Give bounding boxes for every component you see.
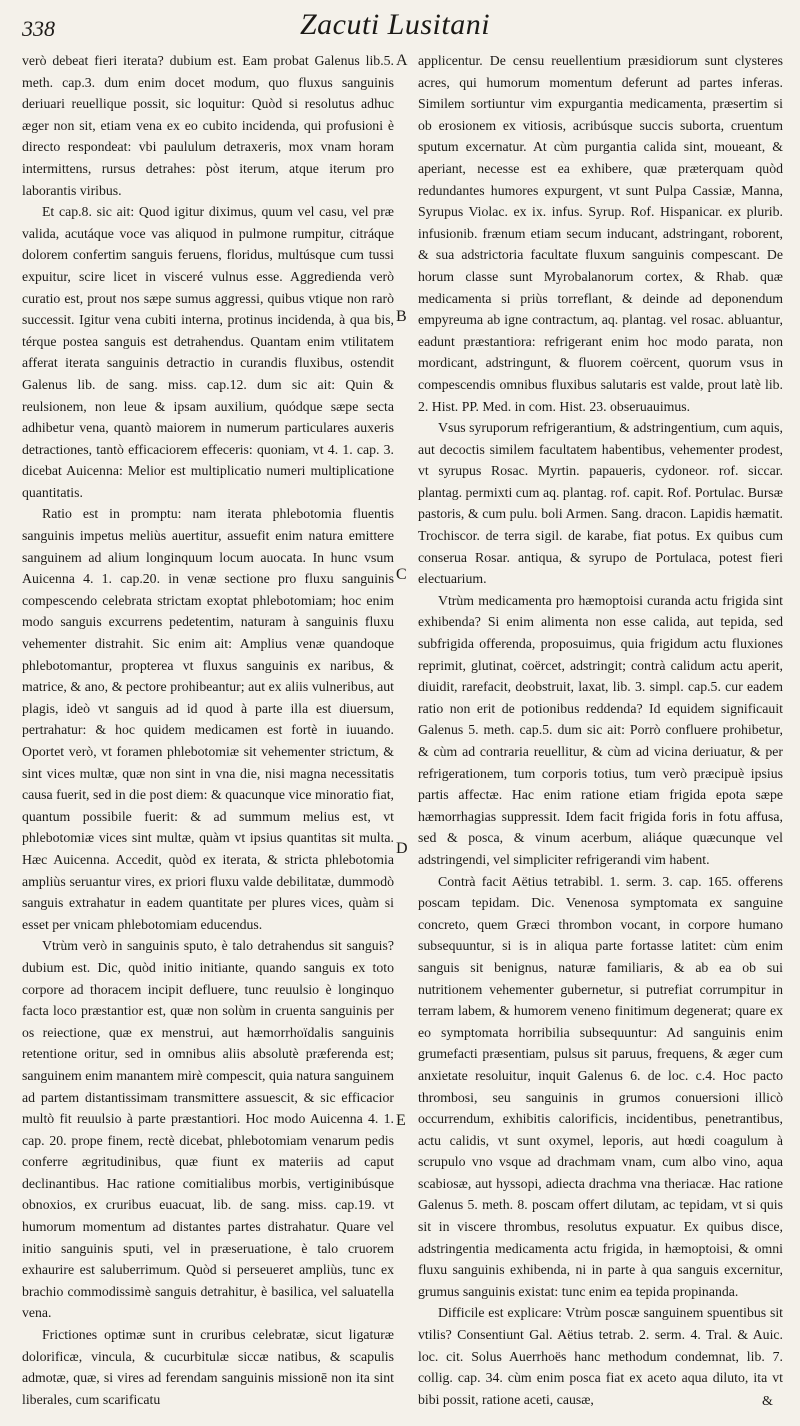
right-column <box>418 50 783 1410</box>
page-header <box>0 0 800 52</box>
paragraph: verò debeat fieri iterata? dubium est. Eam probat Galenus lib.5. meth. cap.3. dum enim docet modum, quo fluxus sanguinis deriuari reuellique possit, sic loquitur: Quòd si resolutus adhuc æger non sit, etiam vena ex eo cubito incidenda, qui profusioni è directo respondeat: vbi paululum detraxeris, mox vnam horam intermittens, rursus detrahes: pòst iterum, atque iterum pro laborantis viribus. <box>22 53 394 198</box>
running-title: Zacuti Lusitani <box>300 8 491 41</box>
page-number: 338 <box>22 16 55 41</box>
paragraph: Vsus syruporum refrigerantium, & adstringentium, cum aquis, aut decoctis similem facultatem habentibus, vehementer prodest, vt syrupus Rosac. Myrtin. papaueris, cydoneor. rof. siccar. plantag. permixti cum aq. plantag. rof. capit. Rof. Portulac. Bursæ pastoris, & cum pulu. boli Armen. Sang. dracon. Lapidis hæmatit. Trochiscor. de terra sigil. de karabe, fiat potus. Ex quibus cum conserua Rosar. antiqua, & syrupo de Portulaca, potest fieri electuarium. <box>418 420 783 587</box>
margin-letter-b: B <box>396 308 407 325</box>
paragraph: Vtrùm verò in sanguinis sputo, è talo detrahendus sit sanguis? dubium est. Dic, quòd initio initiante, quando sanguis ex toto corpore ad thoracem incipit defluere, tunc reuulsio è longinquo facta loco præstantior est, quæ non solùm in cruenta sanguinis per os reiectione, quæ ex menstrui, aut hæmorrhoïdalis sanguinis retentione oritur, sed in omnibus aliis absolutè præferenda est; sanguinem enim manantem mirè compescit, quia natura sanguinem ad partem distantissimam transmittere assuescit, & sic efficacior multò fit reuulsio à parte præstantiori. Hoc modo Auicenna 4. 1. cap. 20. prope finem, rectè dicebat, phlebotomiam venarum pedis conferre ægritudinibus, quæ fiunt ex materiis ad caput declinantibus. Hac ratione comitialibus morbis, vertiginibúsque obnoxios, ex cruribus euacuat, lib. de sang. miss. cap.19. vt humorum momentum ad distantes partes distrahatur. Quare vel initio sanguinis sputi, vel in præseruatione, è talo cruorem exhaurire est saluberrimum. Quòd si perseueret ampliùs, tunc ex brachio commodissimè sanguis detrahitur, è basilica, vel saluatella vena. <box>22 938 394 1321</box>
paragraph: Et cap.8. sic ait: Quod igitur diximus, quum vel casu, vel præ valida, acutáque voce vas aliquod in pulmone rumpitur, citráque dolorem confertim sanguis feruens, floridus, multúsque cum tussi expuitur, scire licet in visceré vulnus esse. Aggredienda verò curatio est, prout nos sæpe sumus aggressi, quibus vtique non rarò successit. Igitur vena cubiti interna, protinus incidenda, à qua bis, térque postea sanguis est detrahendus. Quantam enim vtilitatem afferat iterata sanguinis detractio in curandis fluxibus, ostendit Galenus lib. de sang. miss. cap.12. dum sic ait: Quin & reulsionem, non leue & ipsam auxilium, quódque sæpe secta adhibetur vena, quantò maiorem in numerum particulares auxeris detractiones, tantò efficaciorem effeceris: quoniam, vt 4. 1. cap. 3. dicebat Auicenna: Melior est multiplicatio numeri multiplicatione quantitatis. <box>22 204 394 500</box>
catchword: & <box>762 1394 773 1409</box>
paragraph: Difficile est explicare: Vtrùm poscæ sanguinem spuentibus sit vtilis? Consentiunt Gal. Aëtius tetrab. 2. serm. 4. Tral. & Auic. loc. cit. Solus Auerrhoës hanc methodum condemnat, lib. 7. collig. cap. 34. cùm enim posca fiat ex aceto aqua diluto, ita vt bibi possit, ratione aceti, causæ, <box>418 1305 783 1407</box>
paragraph: Contrà facit Aëtius tetrabibl. 1. serm. 3. cap. 165. offerens poscam tepidam. Dic. Venenosa symptomata ex sanguine concreto, quem Græci thrombon vocant, in corpore humano subsequuntur, si is in aliqua parte fortasse latitet: cùm enim sanguis sit benignus, naturæ familiaris, & ab ea ob sui nutritionem vehementer gubernetur, si putrefiat corrumpitur in terram labem, & humorem veneno finitimum degenerat; quare ex eo symptomata horribilia subsequuntur: Ad sanguinis enim grumefacti præsentiam, pulsus sit paruus, frequens, & æger cum anxietate resoluitur, inquit Galenus 6. de loc. c.4. Hoc pacto thrombosi, seu sanguinis in grumos conuersioni illicò occurrendum, exhibitis calorificis, incidentibus, penetrantibus, actu calidis, vt sunt oxymel, leporis, aut hœdi coagulum à scrupulo vno vsque ad drachmam vnam, cum albo vino, aqua scabiosæ, aut hyssopi, adiecta drachma vna theriacæ. Hac ratione Galenus 5. meth. 8. poscam offert dilutam, ac tepidam, vt si quis sit in viscere thrombus, resolutus expuatur. Ex quibus disce, adstringentia medicamenta actu frigida, in hæmoptoisi, & omni fluxu sanguinis exhibenda, ni in parte à qua sanguis excernitur, grumus sanguinis existat: tunc enim ea tepida propinanda. <box>418 873 783 1299</box>
paragraph: applicentur. De censu reuellentium præsidiorum sunt clysteres acres, qui humorum momentum deferunt ad partes inferas. Similem sortiuntur vim expurgantia medicamenta, præsertim si ob erosionem ex vitiosis, acribúsque succis suborta, cruentum sputum excernatur. At cùm purgantia calida sint, moueant, & aperiant, necesse est ea exhibere, quæ præterquam quòd redundantes humores expurgent, vt sunt Pulpa Cassiæ, Manna, Syrupus Violac. ex ix. infus. Syrup. Rof. Hispanicar. ex plurib. infusionib. frænum etiam secum inducant, adstringant, roborent, & sua adstrictoria facultate fluxum sanguinis compescant. De horum classe sunt Myrobalanorum cortex, & Rhab. quæ medicamenta si priùs torreflant, & deinde ad deponendum empyreuma ab igne contractum, aq. plantag. vel rosac. abluantur, eadunt præstantiora: refrigerant enim hoc modo parata, non mordicant, adstringunt, & fluorem coërcent, quorum vsus in compescendis omnibus fluxibus salutaris est valde, prout latè lib. 2. Hist. PP. Med. in com. Hist. 23. obseruauimus. <box>418 53 783 414</box>
paragraph: Frictiones optimæ sunt in cruribus celebratæ, sicut ligaturæ dolorificæ, vincula, & cucurbitulæ siccæ natibus, & scapulis admotæ, quæ, si vires ad ferendam sanguinis missionē non ita sint liberales, cum scarificatu <box>22 1327 394 1407</box>
margin-letter-d: D <box>396 840 408 857</box>
margin-letter-e: E <box>396 1112 406 1129</box>
margin-letter-a: A <box>396 52 408 69</box>
paragraph: Ratio est in promptu: nam iterata phlebotomia fluentis sanguinis impetus meliùs auertitur, assuefit enim natura emittere sanguinem ad alium longinquum locum auocata. In hunc vsum Auicenna 4. 1. cap.20. in venæ sectione pro fluxu sanguinis compescendo celebrata strictam exoptat phlebotomiam; hoc enim modo sanguis excurrens pedetentim, naturam à sanguinis fluxu vehementer distrahit. Sic enim ait: Amplius venæ quandoque phlebotomantur, propterea vt fluxus sanguinis ex naribus, & matrice, & ano, & pectore prohibeantur; aut ex aliis vulneribus, aut plagis, ideò vt sanguis ad id quod à parte illa est diuersum, pertrahatur: & hoc quidem medicamen est fortè in iuuando. Oportet verò, vt foramen phlebotomiæ sit vehementer strictum, & sint vices multæ, quæ non sint in vna die, nisi magna necessitatis causa fuerit, sed in die post diem: & quacunque vice minoratio fiat, quantum possibile fuerit: & ad summum melius est, vt phlebotomiæ vices sint multæ, quàm vt ipsius quantitas sit multa. Hæc Auicenna. Accedit, quòd ex iterata, & stricta phlebotomia ampliùs seruantur vires, ex priori fluxu valde debilitatæ, dummodò sanguis extrahatur in eadem quantitate per plures vices, quàm si esset per vnicam phlebotomiam educendus. <box>22 506 394 932</box>
paragraph: Vtrùm medicamenta pro hæmoptoisi curanda actu frigida sint exhibenda? Si enim alimenta non esse calida, aut tepida, sed subfrigida offerenda, proposuimus, quia frigidum actu fluxiones reprimit, glutinat, coërcet, adstringit; contrà calidum actu aperit, diuidit, rarefacit, deobstruit, laxat, lib. 3. simpl. cap.5. cur eadem ratio non erit de potionibus reddenda? Id equidem significauit Galenus 5. meth. cap.5. dum sic ait: Porrò confluere prohibetur, & cùm ad contraria reuellitur, & cùm ad vicina deriuatur, & per refrigerationem, tum corporis totius, tum verò præcipuè ipsius partis affectæ. Hac enim ratione etiam frigida epota sæpe hæmorrhagias suppressit. Idem facit frigida foris in fotu affusa, sed & posca, & vinum acerbum, aliáque quæcunque vel adstringendi, vel simpliciter refrigerandi vim habent. <box>418 592 783 867</box>
margin-letter-c: C <box>396 566 407 583</box>
left-column <box>22 50 394 1410</box>
